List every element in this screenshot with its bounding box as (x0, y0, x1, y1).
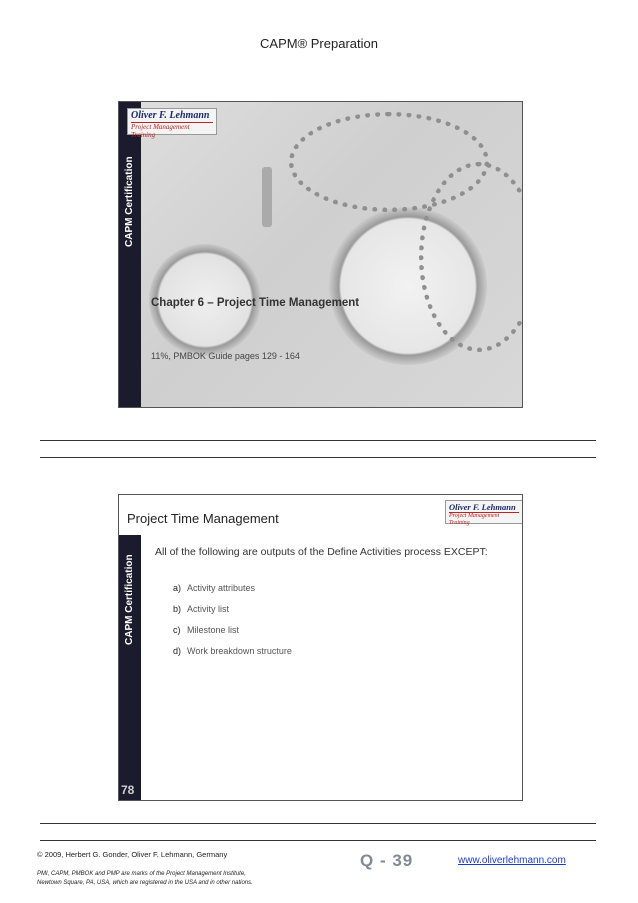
divider (40, 440, 596, 441)
slide-title: Project Time Management (127, 511, 279, 526)
divider (40, 457, 596, 458)
question-text: All of the following are outputs of the Define Activities process EXCEPT: (155, 546, 488, 558)
website-link[interactable]: www.oliverlehmann.com (458, 855, 566, 866)
sidebar-label: CAPM Certification (124, 156, 135, 247)
copyright: © 2009, Herbert G. Gonder, Oliver F. Lehmann, Germany (37, 850, 228, 859)
slide-number: 78 (121, 783, 135, 797)
divider (40, 840, 596, 841)
sidebar-label: CAPM Certification (124, 554, 135, 645)
option-a: a) Activity attributes (173, 583, 256, 593)
divider (40, 823, 596, 824)
page-header: CAPM® Preparation (260, 36, 378, 51)
slide-subtitle: 11%, PMBOK Guide pages 129 - 164 (151, 351, 300, 361)
logo: Oliver F. Lehmann Project Management Training (127, 108, 217, 135)
answer-options (173, 583, 292, 667)
trademark-note: PMI, CAPM, PMBOK and PMP are marks of the Project Management Institute, Newtown Square, PA, USA, which are registered in the USA and in other nations. (37, 871, 253, 886)
option-c: c) Milestone list (173, 625, 240, 635)
slide-sidebar (119, 535, 141, 800)
option-b: b) Activity list (173, 604, 230, 614)
slide-sidebar (119, 102, 141, 407)
question-slide (118, 494, 523, 801)
question-number: Q - 39 (360, 851, 414, 870)
chapter-title-slide (118, 101, 523, 408)
t-bar-image (262, 167, 272, 227)
option-d: d) Work breakdown structure (173, 646, 292, 656)
logo: Oliver F. Lehmann Project Management Training (445, 500, 523, 524)
slide-title: Chapter 6 – Project Time Management (151, 297, 360, 309)
